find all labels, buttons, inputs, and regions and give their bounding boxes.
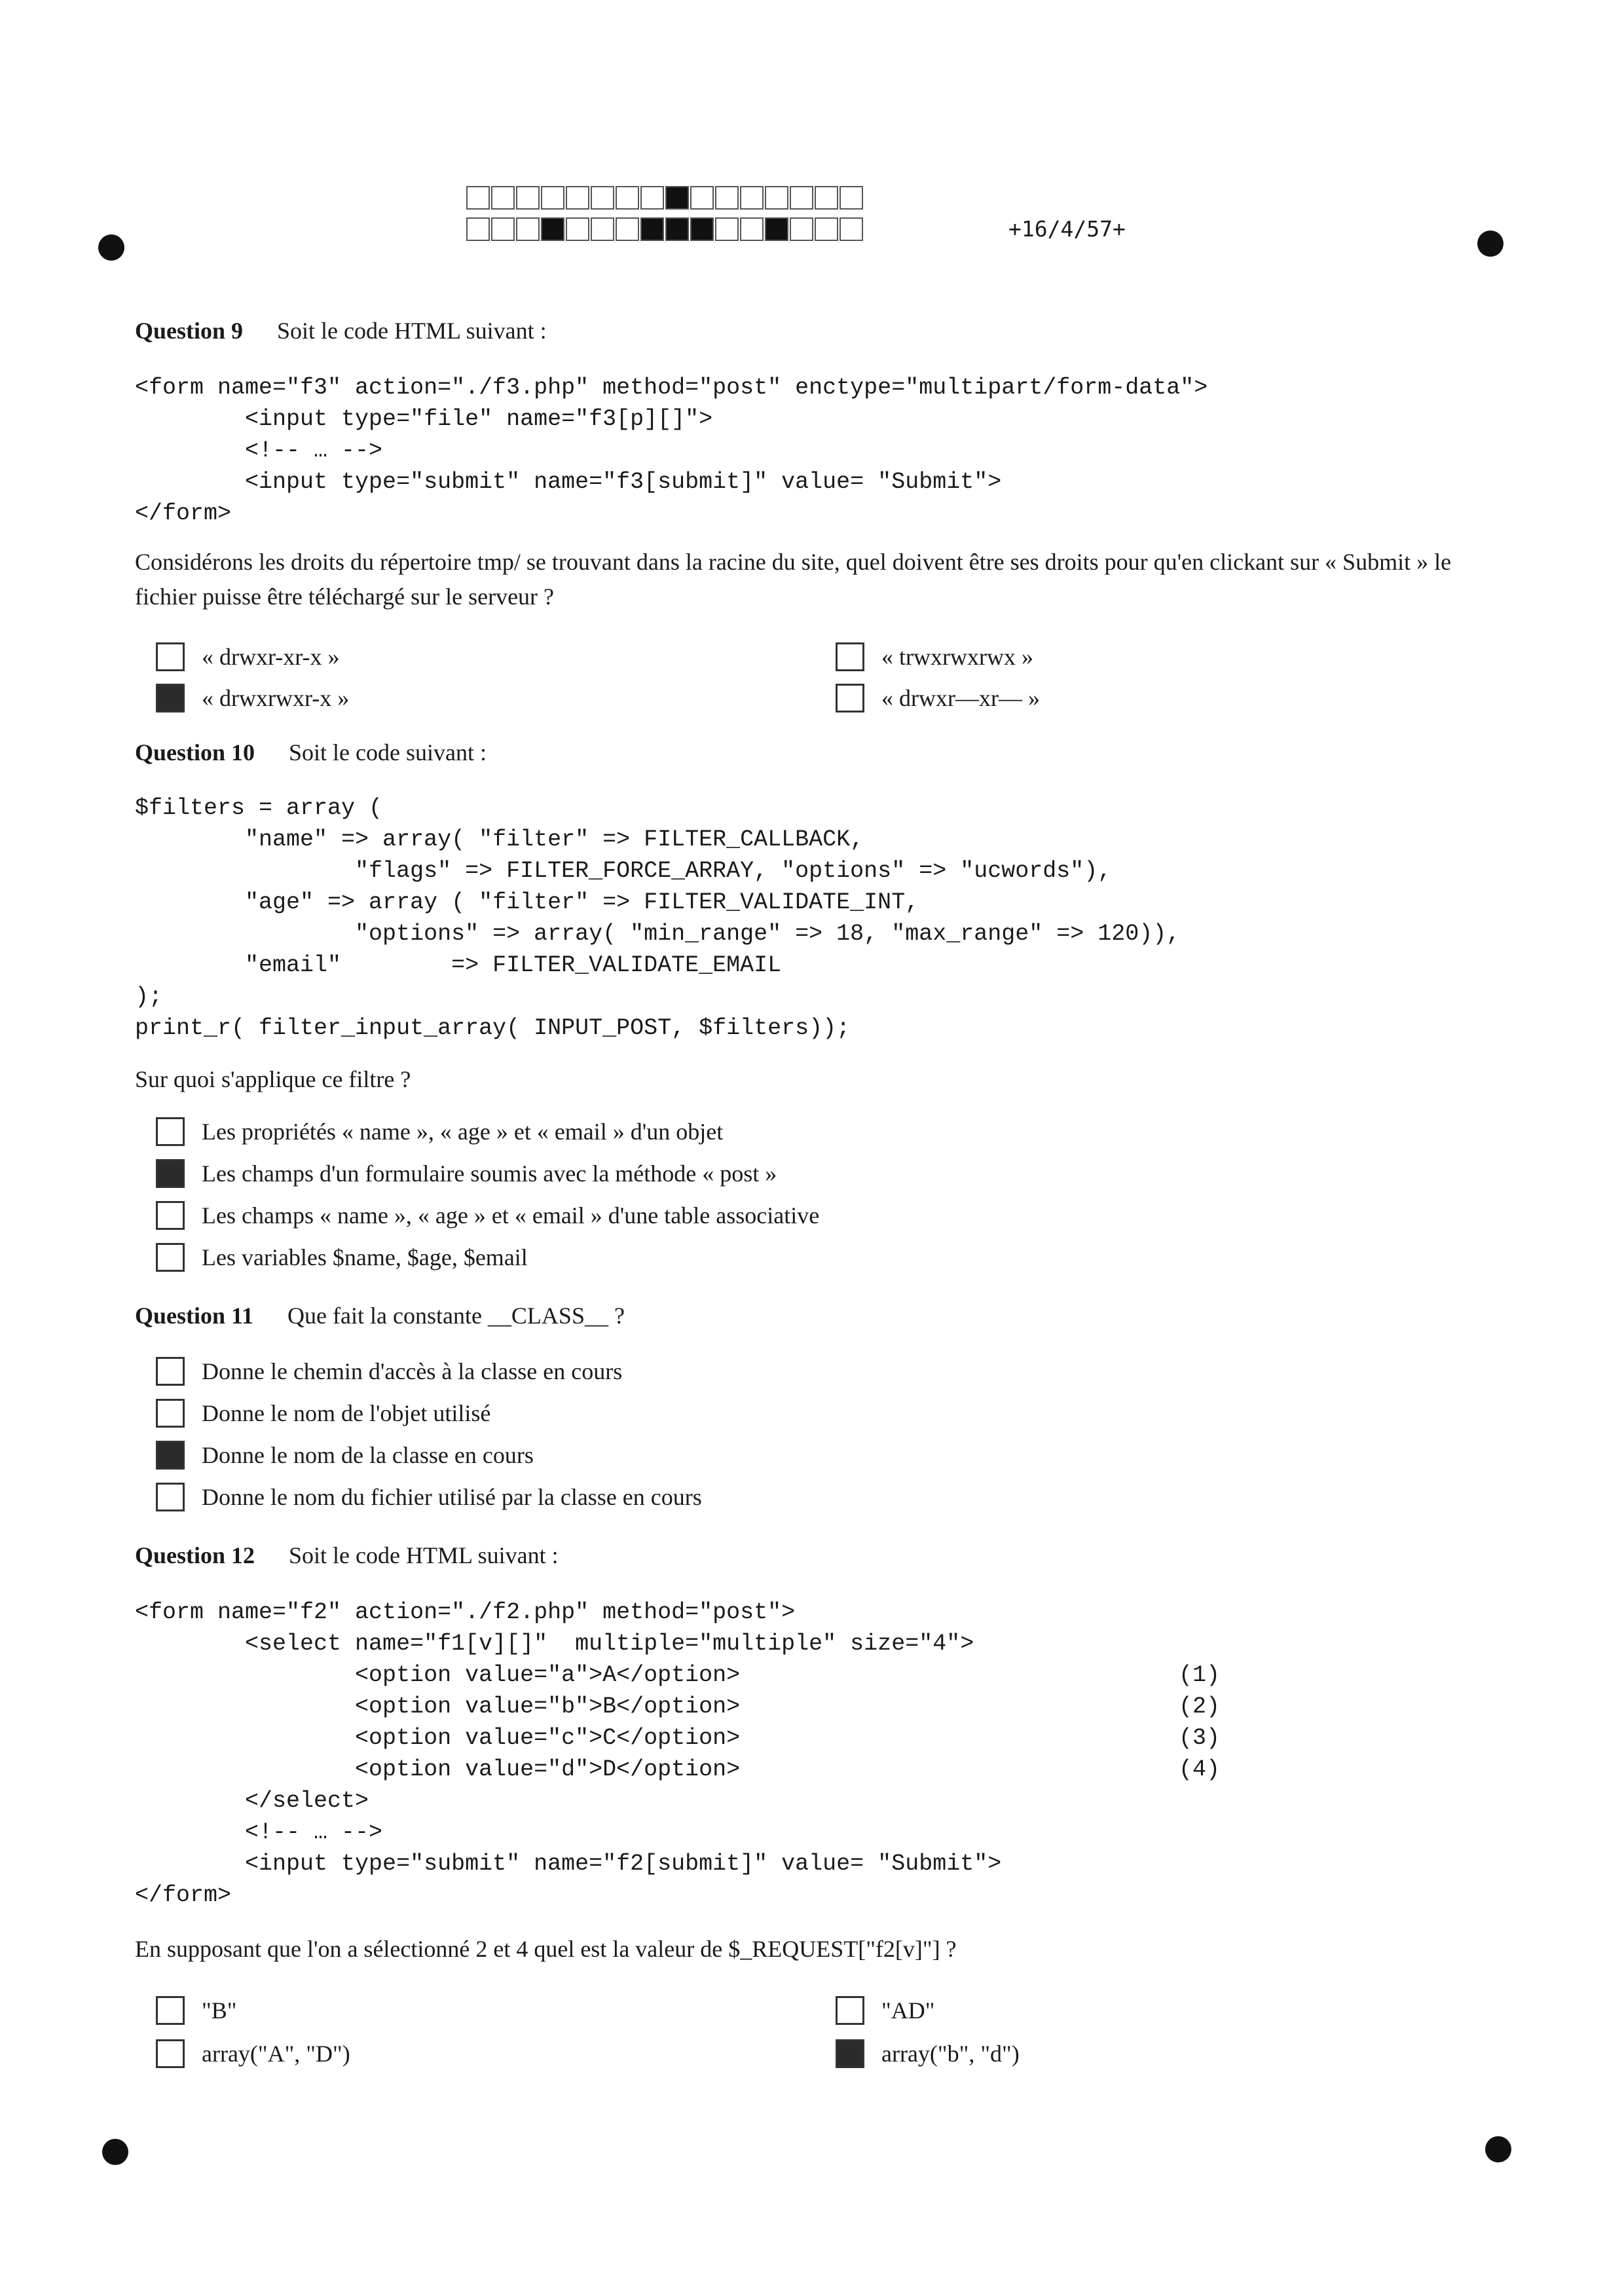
option-label: Donne le chemin d'accès à la classe en cours xyxy=(202,1358,623,1384)
checkbox-checked[interactable] xyxy=(156,1159,185,1188)
q9-option-1[interactable] xyxy=(156,640,340,674)
question-number: Question 12 xyxy=(135,1542,255,1568)
checkbox[interactable] xyxy=(836,642,864,671)
code-line: <option value="b">B</option> xyxy=(135,1694,741,1720)
checkbox-checked[interactable] xyxy=(156,684,185,713)
code-line: </form> xyxy=(135,500,232,527)
code-line: "age" => array ( "filter" => FILTER_VALIDATE_INT, xyxy=(135,889,919,916)
question-10-code xyxy=(135,792,1180,1044)
option-label: array("b", "d") xyxy=(881,2041,1020,2067)
question-number: Question 10 xyxy=(135,739,255,766)
checkbox[interactable] xyxy=(156,1243,185,1272)
option-label: Donne le nom du fichier utilisé par la classe en cours xyxy=(202,1484,702,1510)
code-line: <option value="c">C</option> xyxy=(135,1725,741,1751)
code-line: <form name="f2" action="./f2.php" method="post"> xyxy=(135,1599,796,1625)
q10-option-1[interactable] xyxy=(156,1115,723,1149)
registration-mark-top-left xyxy=(98,234,124,261)
option-label: « drwxr-xr-x » xyxy=(202,644,340,670)
question-intro: Que fait la constante __CLASS__ ? xyxy=(287,1303,625,1329)
code-line: <input type="submit" name="f3[submit]" value= "Submit"> xyxy=(135,469,1002,495)
q12-option-4[interactable] xyxy=(836,2037,1020,2071)
q11-option-3[interactable] xyxy=(156,1438,534,1472)
q12-option-2[interactable] xyxy=(156,2037,350,2071)
checkbox[interactable] xyxy=(836,1996,864,2025)
question-9-heading xyxy=(135,317,547,344)
question-10-heading xyxy=(135,739,487,766)
question-intro: Soit le code suivant : xyxy=(289,739,487,766)
option-label: Les propriétés « name », « age » et « email » d'un objet xyxy=(202,1119,724,1145)
line-number: (1) xyxy=(1179,1662,1221,1688)
question-intro: Soit le code HTML suivant : xyxy=(289,1542,559,1568)
question-number: Question 9 xyxy=(135,318,244,344)
code-line: "name" => array( "filter" => FILTER_CALLBACK, xyxy=(135,826,864,853)
registration-mark-bottom-left xyxy=(102,2139,128,2165)
line-number: (3) xyxy=(1179,1725,1221,1751)
option-label: « drwxrwxr-x » xyxy=(202,685,350,711)
code-line: <!-- … --> xyxy=(135,1819,383,1845)
checkbox[interactable] xyxy=(156,1201,185,1230)
code-line: ); xyxy=(135,984,163,1010)
line-number: (4) xyxy=(1179,1756,1221,1783)
q12-option-3[interactable] xyxy=(836,1993,934,2028)
option-label: "AD" xyxy=(881,1997,935,2024)
option-label: "B" xyxy=(202,1997,237,2024)
question-9-text: Considérons les droits du répertoire tmp/ se trouvant dans la racine du site, quel doivent être ses droits pour qu'en clickant sur « Submit » le fichier puisse être téléchargé sur le serveur ? xyxy=(135,549,1452,610)
q9-option-2[interactable] xyxy=(156,681,349,715)
checkbox[interactable] xyxy=(156,1357,185,1386)
question-12-text: En supposant que l'on a sélectionné 2 et 4 quel est la valeur de $_REQUEST["f2[v]"] ? xyxy=(135,1936,957,1962)
checkbox[interactable] xyxy=(156,642,185,671)
line-number: (2) xyxy=(1179,1694,1221,1720)
code-line: $filters = array ( xyxy=(135,795,383,821)
option-label: Les champs d'un formulaire soumis avec la méthode « post » xyxy=(202,1160,777,1187)
q10-option-4[interactable] xyxy=(156,1240,528,1274)
checkbox[interactable] xyxy=(156,1117,185,1146)
option-label: Les champs « name », « age » et « email » d'une table associative xyxy=(202,1202,820,1229)
q10-option-2[interactable] xyxy=(156,1157,777,1191)
code-line: <option value="d">D</option> xyxy=(135,1756,741,1783)
checkbox[interactable] xyxy=(156,1399,185,1428)
code-line: print_r( filter_input_array( INPUT_POST, $filters)); xyxy=(135,1015,851,1041)
code-line: "flags" => FILTER_FORCE_ARRAY, "options" => "ucwords"), xyxy=(135,858,1112,884)
option-label: « drwxr—xr— » xyxy=(881,685,1040,711)
q12-option-1[interactable] xyxy=(156,1993,236,2028)
checkbox-checked[interactable] xyxy=(836,2039,864,2068)
code-line: <option value="a">A</option> xyxy=(135,1662,741,1688)
checkbox[interactable] xyxy=(156,1996,185,2025)
id-code-row-1 xyxy=(466,186,864,210)
code-line: <!-- … --> xyxy=(135,437,383,464)
q10-option-3[interactable] xyxy=(156,1198,819,1232)
q11-option-4[interactable] xyxy=(156,1480,702,1514)
question-9-code xyxy=(135,372,1208,529)
question-intro: Soit le code HTML suivant : xyxy=(277,318,547,344)
question-12-code xyxy=(135,1597,1001,1911)
question-11-heading xyxy=(135,1302,625,1329)
code-line: <form name="f3" action="./f3.php" method="post" enctype="multipart/form-data"> xyxy=(135,375,1208,401)
option-label: Donne le nom de l'objet utilisé xyxy=(202,1400,491,1426)
code-line: </select> xyxy=(135,1788,369,1814)
page-identifier: +16/4/57+ xyxy=(1008,216,1126,242)
code-line: "options" => array( "min_range" => 18, "max_range" => 120)), xyxy=(135,921,1181,947)
q11-option-2[interactable] xyxy=(156,1396,490,1430)
id-code-grid xyxy=(466,186,864,249)
checkbox-checked[interactable] xyxy=(156,1441,185,1470)
code-line: <input type="submit" name="f2[submit]" value= "Submit"> xyxy=(135,1851,1002,1877)
registration-mark-bottom-right xyxy=(1485,2136,1511,2162)
q11-option-1[interactable] xyxy=(156,1354,622,1388)
question-12-heading xyxy=(135,1542,559,1569)
registration-mark-top-right xyxy=(1477,231,1504,257)
option-label: Donne le nom de la classe en cours xyxy=(202,1442,534,1468)
q9-option-3[interactable] xyxy=(836,640,1033,674)
code-line: <select name="f1[v][]" multiple="multiple" size="4"> xyxy=(135,1631,974,1657)
option-line-numbers xyxy=(1179,1659,1220,1785)
code-line: "email" => FILTER_VALIDATE_EMAIL xyxy=(135,952,782,978)
checkbox[interactable] xyxy=(156,2039,185,2068)
id-code-row-2 xyxy=(466,217,864,241)
option-label: array("A", "D") xyxy=(202,2041,350,2067)
code-line: <input type="file" name="f3[p][]"> xyxy=(135,406,713,432)
option-label: Les variables $name, $age, $email xyxy=(202,1244,528,1270)
checkbox[interactable] xyxy=(836,684,864,713)
question-number: Question 11 xyxy=(135,1303,254,1329)
q9-option-4[interactable] xyxy=(836,681,1040,715)
checkbox[interactable] xyxy=(156,1483,185,1511)
code-line: </form> xyxy=(135,1882,232,1908)
question-10-text: Sur quoi s'applique ce filtre ? xyxy=(135,1066,411,1092)
option-label: « trwxrwxrwx » xyxy=(881,644,1033,670)
